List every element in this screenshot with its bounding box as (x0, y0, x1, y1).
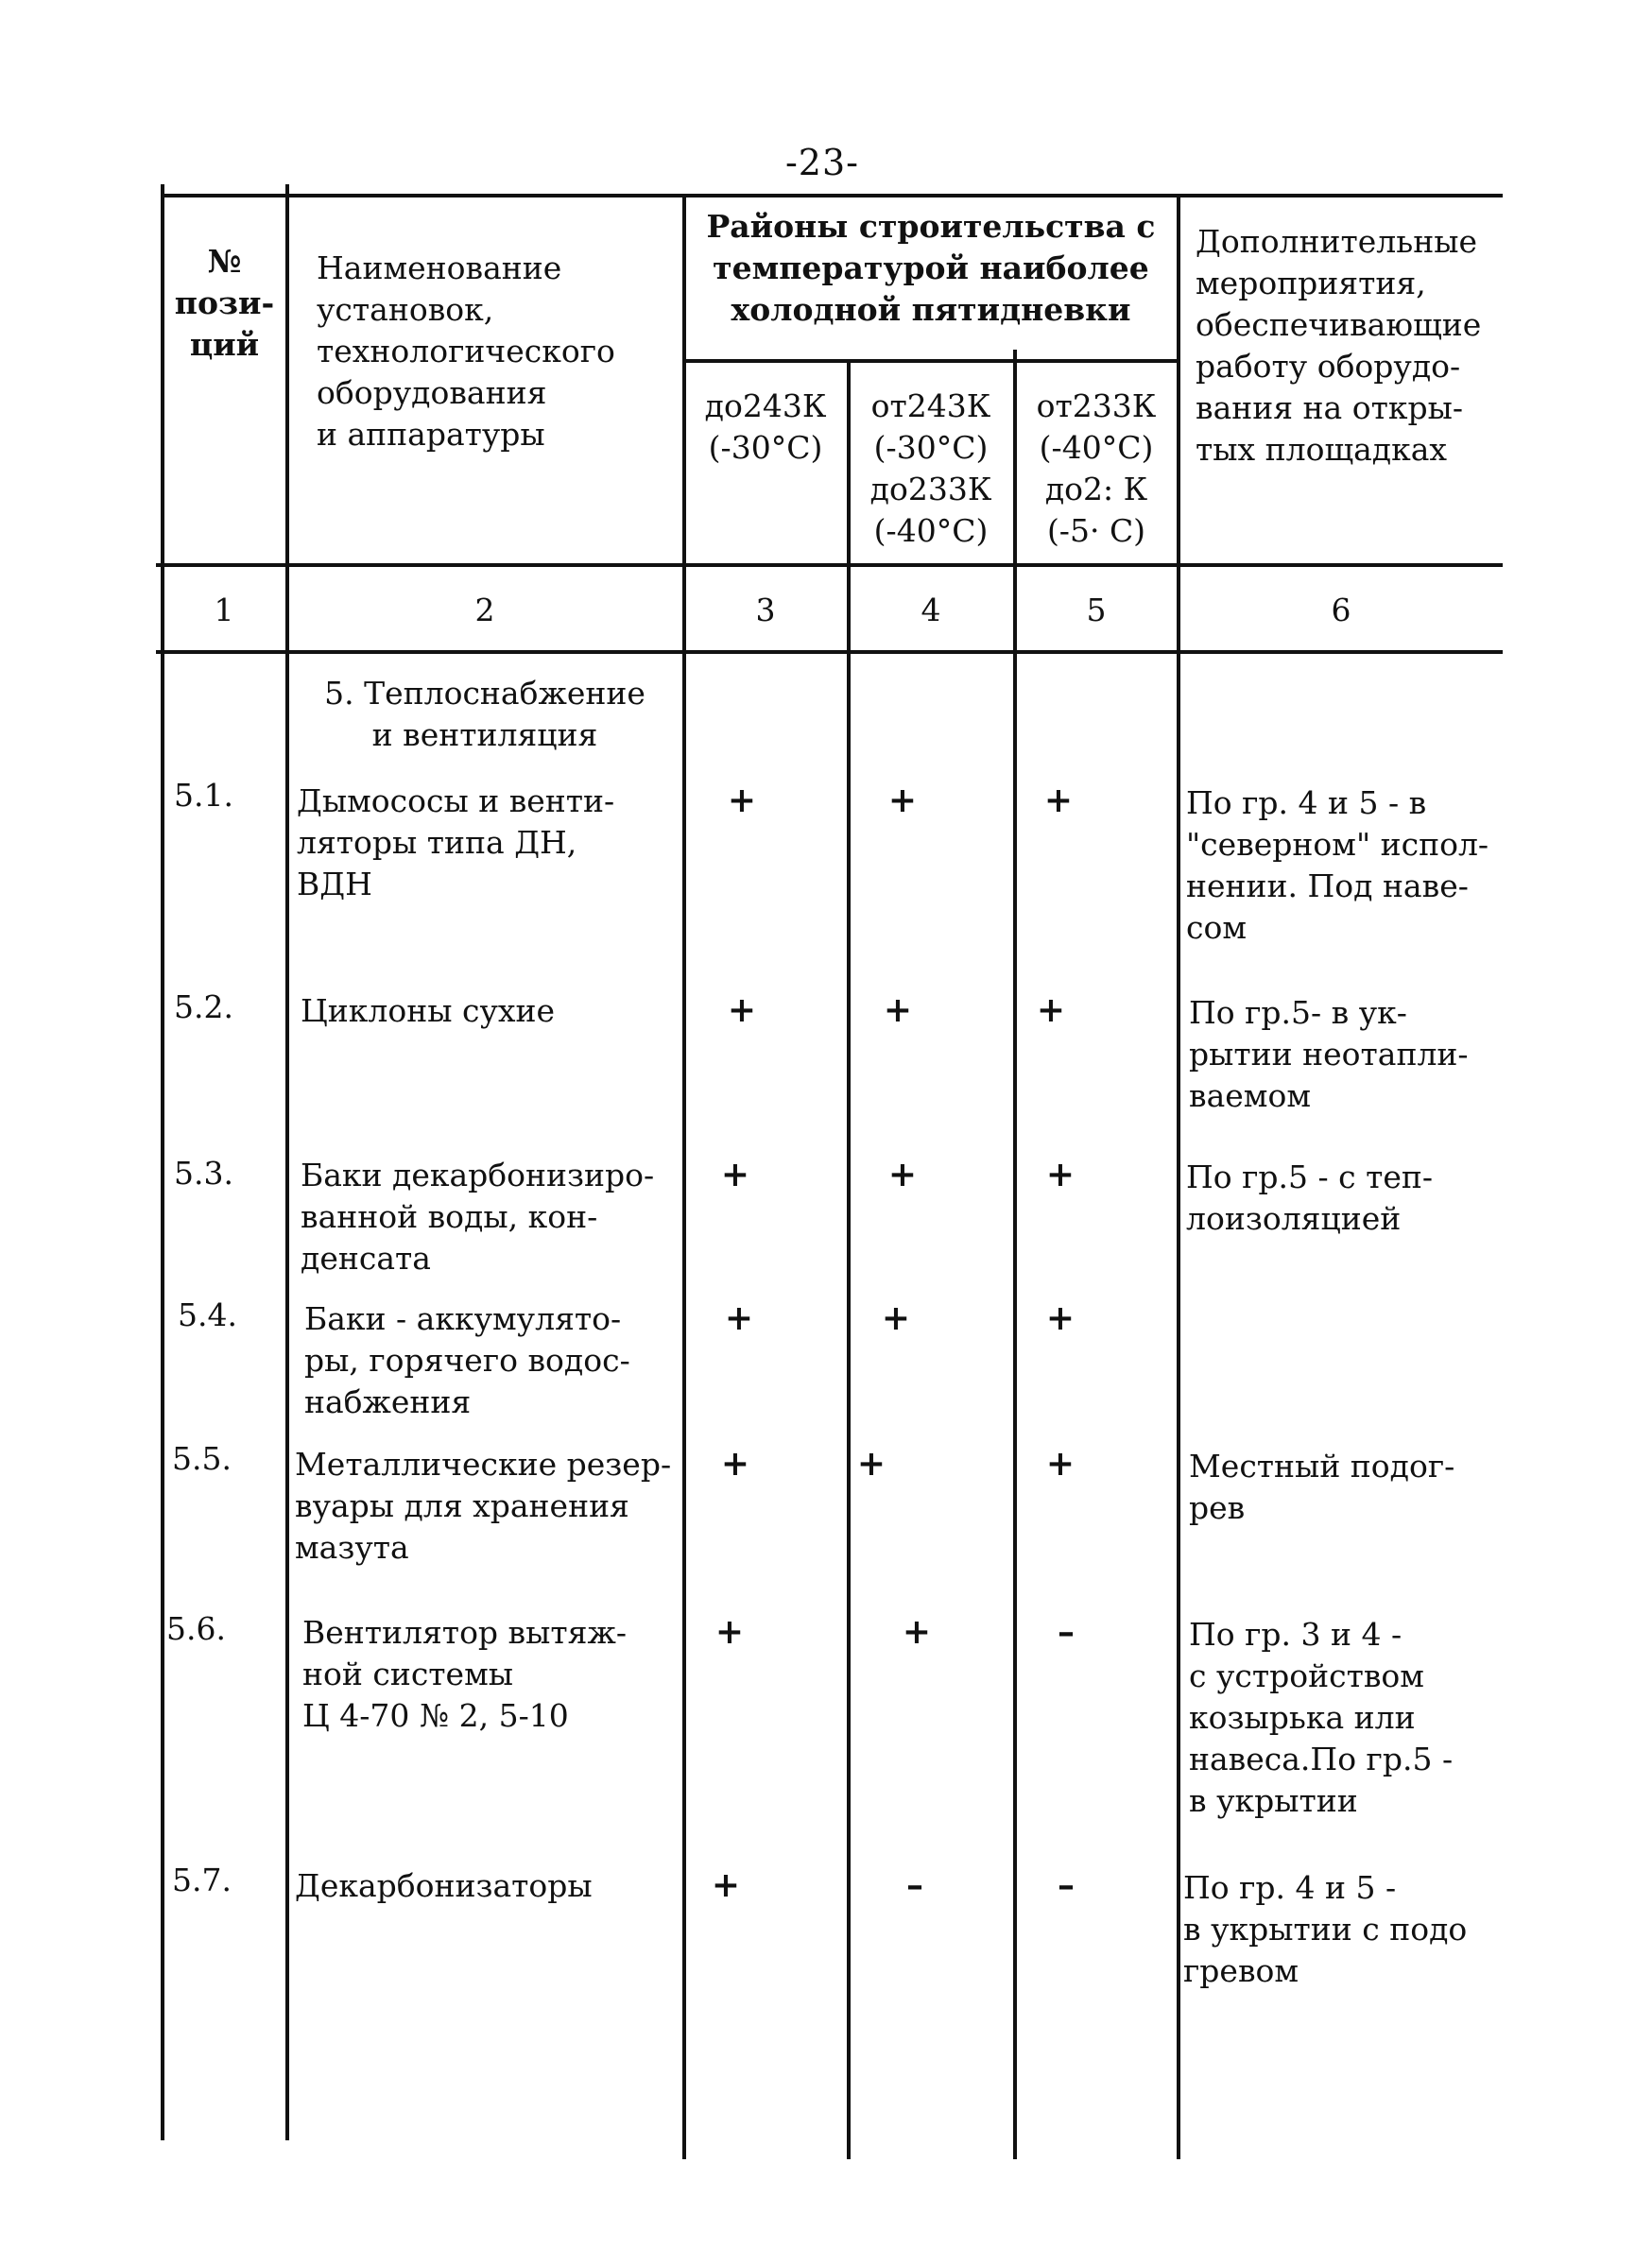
row-measures: По гр. 3 и 4 - с устройством козырька или навеса.По гр.5 - в укрытии (1189, 1616, 1454, 1819)
row-mark-col5: + (1045, 1298, 1076, 1338)
row-name: Дымососы и венти- ляторы типа ДН, ВДН (297, 782, 615, 902)
row-name: Декарбонизаторы (295, 1867, 593, 1904)
row-mark-col3: + (727, 990, 757, 1030)
row-mark-col4: + (887, 781, 918, 820)
column-number-6: 6 (1331, 592, 1351, 628)
header-region-1: до243К (-30°С) (704, 387, 827, 466)
row-mark-col4: – (906, 1865, 923, 1905)
row-mark-col5: – (1058, 1865, 1075, 1905)
row-measures: Местный подог- рев (1189, 1448, 1455, 1526)
row-measures: По гр. 4 и 5 - в укрытии с подо гревом (1183, 1869, 1468, 1989)
row-position: 5.4. (178, 1296, 237, 1333)
row-position: 5.7. (172, 1862, 232, 1898)
header-regions: Районы строительства с температурой наиболее холодной пятидневки (706, 208, 1156, 328)
column-numbers-bottom-border (156, 650, 1503, 654)
row-position: 5.5. (172, 1440, 232, 1477)
header-region-2: от243К (-30°С) до233К (-40°С) (869, 387, 992, 549)
row-mark-col3: + (714, 1612, 745, 1652)
col-divider-1-2 (285, 184, 289, 2140)
row-name: Баки декарбонизиро- ванной воды, кон- денсата (301, 1157, 655, 1277)
row-mark-col5: + (1045, 1444, 1076, 1484)
table-left-border (161, 184, 164, 2140)
row-mark-col3: + (711, 1865, 741, 1905)
header-measures: Дополнительные мероприятия, обеспечивающие работу оборудо- вания на откры- тых площадках (1196, 223, 1482, 468)
row-mark-col5: + (1045, 1155, 1076, 1194)
row-mark-col3: + (720, 1444, 750, 1484)
header-bottom-border (156, 563, 1503, 567)
row-position: 5.1. (174, 777, 233, 814)
row-measures: По гр.5 - с теп- лоизоляцией (1186, 1159, 1434, 1237)
row-position: 5.3. (174, 1155, 233, 1192)
row-mark-col3: + (720, 1155, 750, 1194)
row-mark-col4: + (881, 1298, 911, 1338)
table-top-border (161, 194, 1503, 197)
column-number-3: 3 (755, 592, 776, 628)
column-number-5: 5 (1086, 592, 1107, 628)
row-measures: По гр. 4 и 5 - в "северном" испол- нении. Под наве- сом (1186, 784, 1489, 946)
row-mark-col5: + (1043, 781, 1074, 820)
row-mark-col3: + (727, 781, 757, 820)
row-name: Баки - аккумулято- ры, горячего водос- набжения (304, 1300, 630, 1420)
header-region-3: от233К (-40°С) до2: К (-5· С) (1036, 387, 1157, 549)
row-name: Вентилятор вытяж- ной системы Ц 4-70 № 2, 5-10 (302, 1614, 627, 1734)
column-number-4: 4 (921, 592, 941, 628)
section-title: 5. Теплоснабжение и вентиляция (324, 675, 645, 753)
row-mark-col5: + (1036, 990, 1066, 1030)
row-position: 5.6. (166, 1610, 226, 1647)
column-number-1: 1 (214, 592, 234, 628)
row-position: 5.2. (174, 988, 233, 1025)
row-name: Металлические резер- вуары для хранения мазута (295, 1446, 672, 1566)
header-position: № пози- ций (174, 243, 275, 363)
row-measures: По гр.5- в ук- рытии неотапли- ваемом (1189, 994, 1469, 1114)
header-name: Наименование установок, технологического оборудования и аппаратуры (317, 249, 615, 453)
row-mark-col4: + (902, 1612, 932, 1652)
regions-divider (682, 359, 1179, 363)
row-mark-col4: + (887, 1155, 918, 1194)
row-name: Циклоны сухие (301, 992, 556, 1029)
page-number: -23- (784, 142, 860, 183)
col-divider-2-3 (682, 194, 686, 2159)
row-mark-col4: + (856, 1444, 886, 1484)
row-mark-col5: – (1058, 1612, 1075, 1652)
row-mark-col3: + (724, 1298, 754, 1338)
column-number-2: 2 (474, 592, 495, 628)
row-mark-col4: + (883, 990, 913, 1030)
